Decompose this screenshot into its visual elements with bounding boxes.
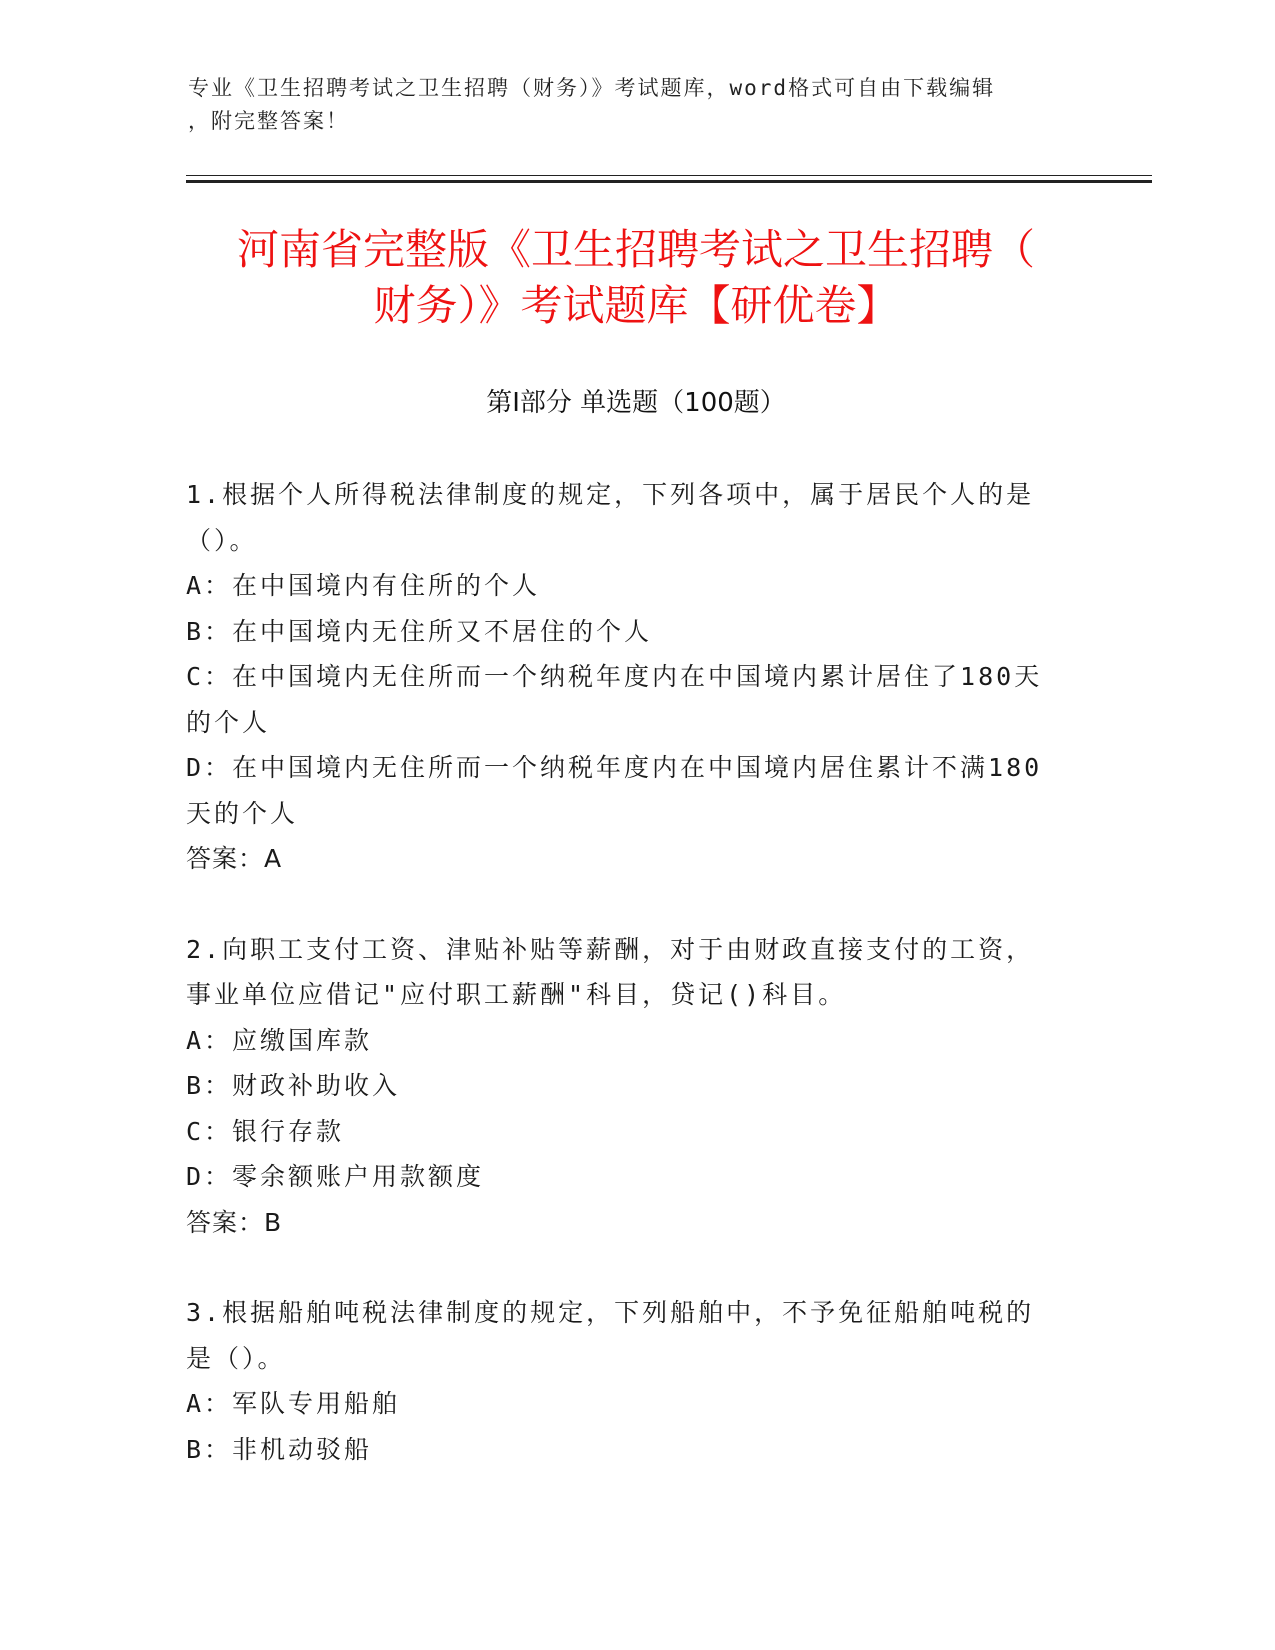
option-a: A：应缴国库款 xyxy=(186,1025,373,1055)
question-stem-line: 是（）。 xyxy=(186,1343,286,1373)
option-d: D：在中国境内无住所而一个纳税年度内在中国境内居住累计不满180 xyxy=(186,753,1043,782)
question-3 xyxy=(186,1290,1086,1472)
answer-line: 答案：A xyxy=(186,844,283,873)
option-a: A：军队专用船舶 xyxy=(186,1389,401,1418)
question-2 xyxy=(186,927,1086,1246)
header-divider-thin xyxy=(186,175,1152,176)
question-spacer xyxy=(186,1245,1086,1290)
question-stem-line: 2.向职工支付工资、津贴补贴等薪酬，对于由财政直接支付的工资， xyxy=(186,934,1035,964)
document-title xyxy=(186,222,1086,334)
intro-line-1: 专业《卫生招聘考试之卫生招聘（财务）》考试题库，word格式可自由下载编辑 xyxy=(188,76,996,100)
option-c: C：银行存款 xyxy=(186,1116,345,1146)
option-b: B：在中国境内无住所又不居住的个人 xyxy=(186,616,653,646)
section-heading: 第Ⅰ部分 单选题（100题） xyxy=(486,388,786,418)
question-stem-line: （）。 xyxy=(186,525,258,555)
title-line-1: 河南省完整版《卫生招聘考试之卫生招聘（ xyxy=(236,225,1035,274)
question-spacer xyxy=(186,882,1086,927)
intro-line-2: ，附完整答案！ xyxy=(188,109,349,133)
question-stem-line: 1.根据个人所得税法律制度的规定，下列各项中，属于居民个人的是 xyxy=(186,480,1035,509)
answer-line: 答案：B xyxy=(186,1207,283,1237)
question-stem-line: 事业单位应借记"应付职工薪酬"科目，贷记()科目。 xyxy=(186,980,847,1009)
question-stem-line: 3.根据船舶吨税法律制度的规定，下列船舶中，不予免征船舶吨税的 xyxy=(186,1298,1035,1327)
question-1 xyxy=(186,472,1086,882)
question-list xyxy=(186,472,1086,1472)
title-line-2: 财务）》考试题库【研优卷】 xyxy=(373,281,899,330)
option-d: D：零余额账户用款额度 xyxy=(186,1162,485,1191)
option-c-continued: 的个人 xyxy=(186,707,271,737)
option-a: A：在中国境内有住所的个人 xyxy=(186,571,541,600)
option-d-continued: 天的个人 xyxy=(186,798,299,828)
option-c: C：在中国境内无住所而一个纳税年度内在中国境内累计居住了180天 xyxy=(186,662,1043,691)
option-b: B：非机动驳船 xyxy=(186,1434,373,1464)
header-divider-thick xyxy=(186,180,1152,183)
option-b: B：财政补助收入 xyxy=(186,1071,401,1100)
intro-text xyxy=(188,72,1068,138)
